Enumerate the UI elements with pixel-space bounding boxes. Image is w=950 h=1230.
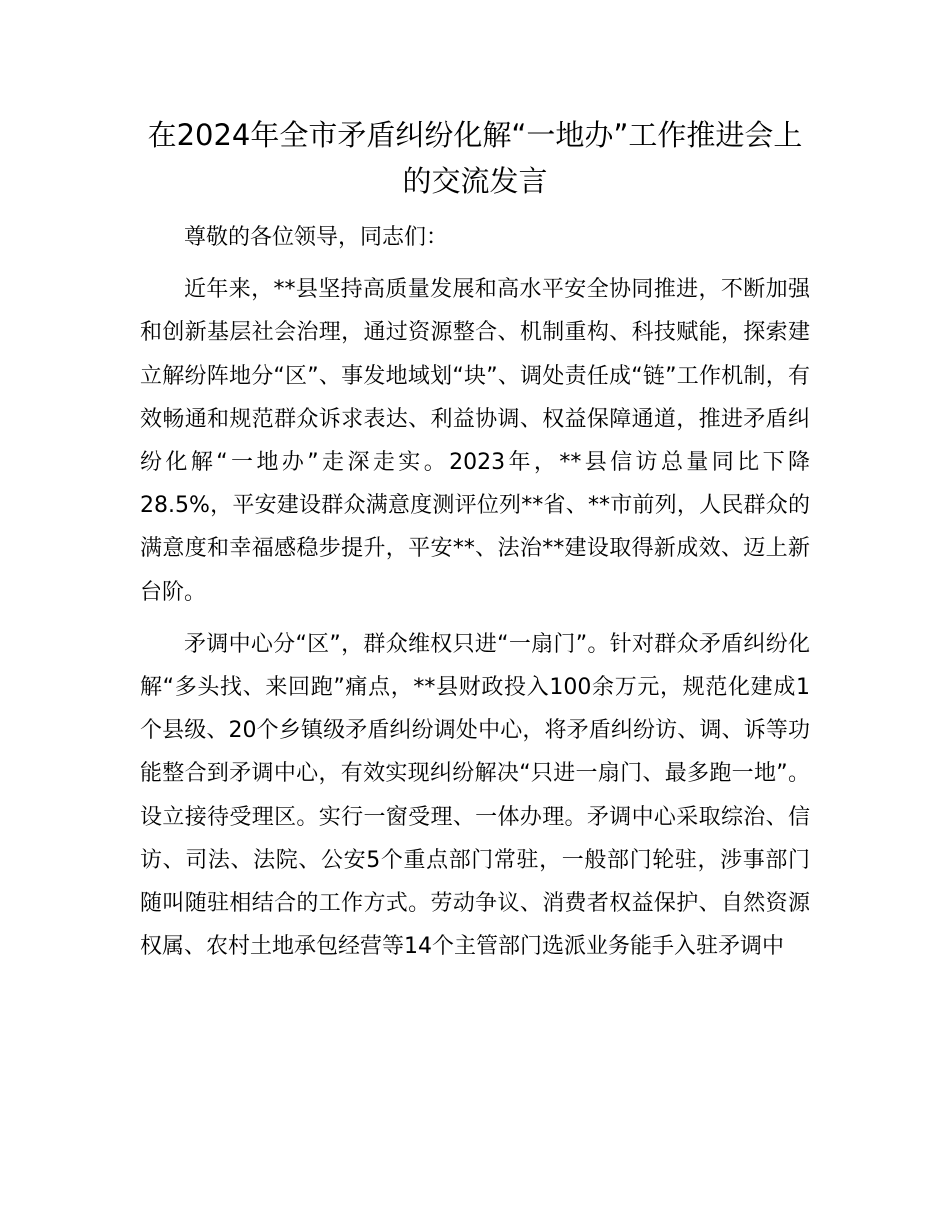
- document-title: 在2024年全市矛盾纠纷化解“一地办”工作推进会上的交流发言: [147, 118, 803, 198]
- paragraph-1: 近年来，**县坚持高质量发展和高水平安全协同推进，不断加强和创新基层社会治理，通过资源整合、机制重构、科技赋能，探索建立解纷阵地分“区”、事发地域划“块”、调处责任成“链”工作机制，有效畅通和规范群众诉求表达、利益协调、权益保障通道，推进矛盾纠纷化解“一地办”走深走实。2023年，**县信访总量同比下降28.5%，平安建设群众满意度测评位列**省、**市前列，人民群众的满意度和幸福感稳步提升，平安**、法治**建设取得新成效、迈上新台阶。: [140, 277, 810, 605]
- document-body: [140, 216, 810, 968]
- salutation: 尊敬的各位领导，同志们：: [184, 225, 449, 250]
- paragraph-2: 矛调中心分“区”，群众维权只进“一扇门”。针对群众矛盾纠纷化解“多头找、来回跑”痛点，**县财政投入100余万元，规范化建成1个县级、20个乡镇级矛盾纠纷调处中心，将矛盾纠纷访、调、诉等功能整合到矛调中心，有效实现纠纷解决“只进一扇门、最多跑一地”。设立接待受理区。实行一窗受理、一体办理。矛调中心采取综治、信访、司法、法院、公安5个重点部门常驻，一般部门轮驻，涉事部门随叫随驻相结合的工作方式。劳动争议、消费者权益保护、自然资源权属、农村土地承包经营等14个主管部门选派业务能手入驻矛调中: [140, 631, 810, 960]
